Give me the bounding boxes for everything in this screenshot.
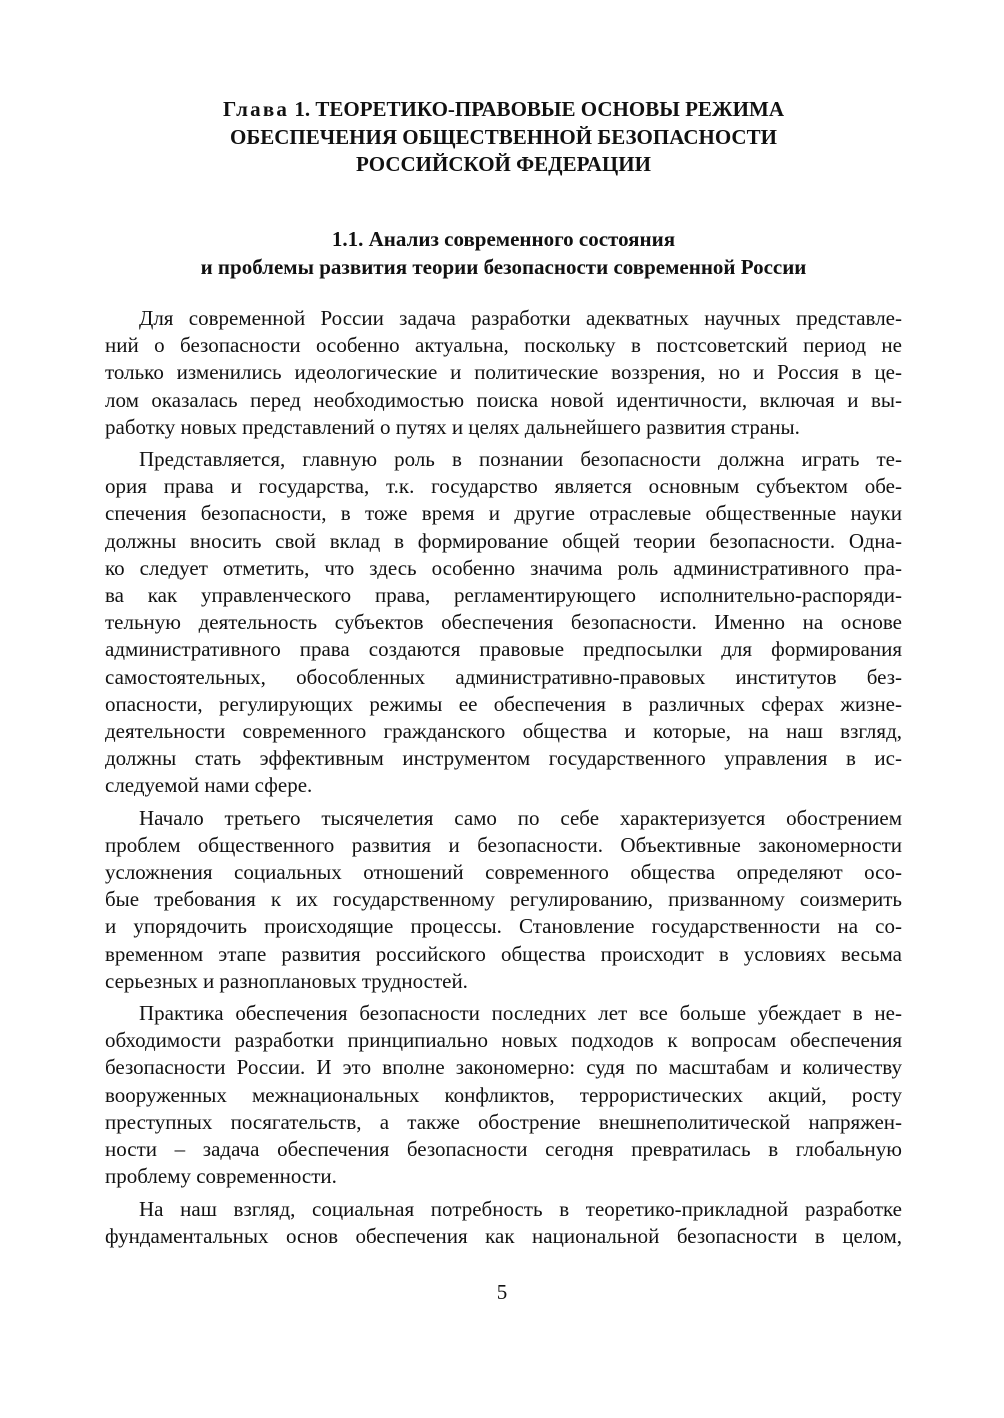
paragraph-line: и упорядочить происходящие процессы. Становление государственности на со- — [105, 914, 902, 939]
chapter-title-line-3: РОССИЙСКОЙ ФЕДЕРАЦИИ — [356, 152, 651, 176]
paragraph-line: Практика обеспечения безопасности последних лет все больше убеждает в не- — [139, 1001, 902, 1026]
paragraph-line: ва как управленческого права, регламентирующего исполнительно-распоряди- — [105, 583, 902, 608]
paragraph-line: бые требования к их государственному регулированию, призванному соизмерить — [105, 887, 902, 912]
chapter-label: Глава — [222, 97, 290, 121]
paragraph — [105, 805, 902, 995]
page-content — [105, 96, 902, 1248]
chapter-title-line-1 — [105, 96, 902, 124]
paragraph-line: должны вносить свой вклад в формирование общей теории безопасности. Одна- — [105, 528, 902, 553]
paragraph-line: Для современной России задача разработки адекватных научных представле- — [139, 306, 902, 330]
paragraph-line: вооруженных межнациональных конфликтов, террористических акций, росту — [105, 1082, 902, 1107]
page-number: 5 — [496, 1280, 508, 1304]
paragraph-line: усложнения социальных отношений современного общества определяют осо- — [105, 860, 902, 885]
chapter-number: 1. — [294, 97, 311, 121]
paragraph-line: следуемой нами сфере. — [105, 773, 313, 798]
paragraph-line: самостоятельных, обособленных административно-правовых институтов без- — [105, 664, 902, 689]
paragraph-line: лом оказалась перед необходимостью поиска новой идентичности, включая и вы- — [105, 387, 902, 412]
paragraph-line: работку новых представлений о путях и целях дальнейшего развития страны. — [105, 414, 800, 439]
paragraph-line: преступных посягательств, а также обострение внешнеполитической напряжен- — [105, 1109, 902, 1134]
paragraph-line: ко следует отметить, что здесь особенно значима роль административного пра- — [105, 555, 902, 580]
paragraph-line: Представляется, главную роль в познании безопасности должна играть те- — [139, 447, 902, 472]
paragraph-line: серьезных и разноплановых трудностей. — [105, 968, 468, 993]
paragraph-line: проблем общественного развития и безопасности. Объективные закономерности — [105, 832, 902, 857]
paragraph-line: На наш взгляд, социальная потребность в теоретико-прикладной разработке — [139, 1196, 902, 1221]
paragraph — [105, 1196, 902, 1250]
chapter-title — [105, 96, 902, 179]
section-title-line-2: и проблемы развития теории безопасности современной России — [200, 255, 807, 279]
paragraph-line: проблему современности. — [105, 1164, 337, 1189]
paragraph-line: деятельности современного гражданского общества и которые, на наш взгляд, — [105, 719, 902, 744]
chapter-title-text-1: ТЕОРЕТИКО-ПРАВОВЫЕ ОСНОВЫ РЕЖИМА — [315, 97, 785, 121]
section-title — [105, 225, 902, 281]
paragraph — [105, 1000, 902, 1190]
paragraph-line: обходимости разработки принципиально новых подходов к вопросам обеспечения — [105, 1028, 902, 1053]
body-text — [105, 305, 902, 1255]
paragraph — [105, 446, 902, 800]
paragraph-line: административного права создаются правовые предпосылки для формирования — [105, 637, 902, 662]
paragraph-line: ний о безопасности особенно актуальна, поскольку в постсоветский период не — [105, 333, 902, 358]
paragraph — [105, 305, 902, 441]
chapter-title-line-2: ОБЕСПЕЧЕНИЯ ОБЩЕСТВЕННОЙ БЕЗОПАСНОСТИ — [230, 124, 777, 149]
paragraph-line: опасности, регулирующих режимы ее обеспечения в различных сферах жизне- — [105, 691, 902, 716]
paragraph-line: должны стать эффективным инструментом государственного управления в ис- — [105, 746, 902, 771]
paragraph-line: фундаментальных основ обеспечения как национальной безопасности в целом, — [105, 1223, 902, 1248]
paragraph-line: только изменились идеологические и политические воззрения, но и Россия в це- — [105, 360, 902, 385]
paragraph-line: Начало третьего тысячелетия само по себе характеризуется обострением — [139, 805, 902, 830]
paragraph-line: спечения безопасности, в тоже время и другие отраслевые общественные науки — [105, 501, 902, 526]
paragraph-line: временном этапе развития российского общества происходит в условиях весьма — [105, 941, 902, 966]
section-title-line-1: 1.1. Анализ современного состояния — [331, 227, 676, 251]
paragraph-line: ности – задача обеспечения безопасности сегодня превратилась в глобальную — [105, 1137, 902, 1162]
paragraph-line: ория права и государства, т.к. государство является основным субъектом обе- — [105, 474, 902, 499]
paragraph-line: безопасности России. И это вполне закономерно: судя по масштабам и количеству — [105, 1055, 902, 1080]
paragraph-line: тельную деятельность субъектов обеспечения безопасности. Именно на основе — [105, 610, 902, 635]
